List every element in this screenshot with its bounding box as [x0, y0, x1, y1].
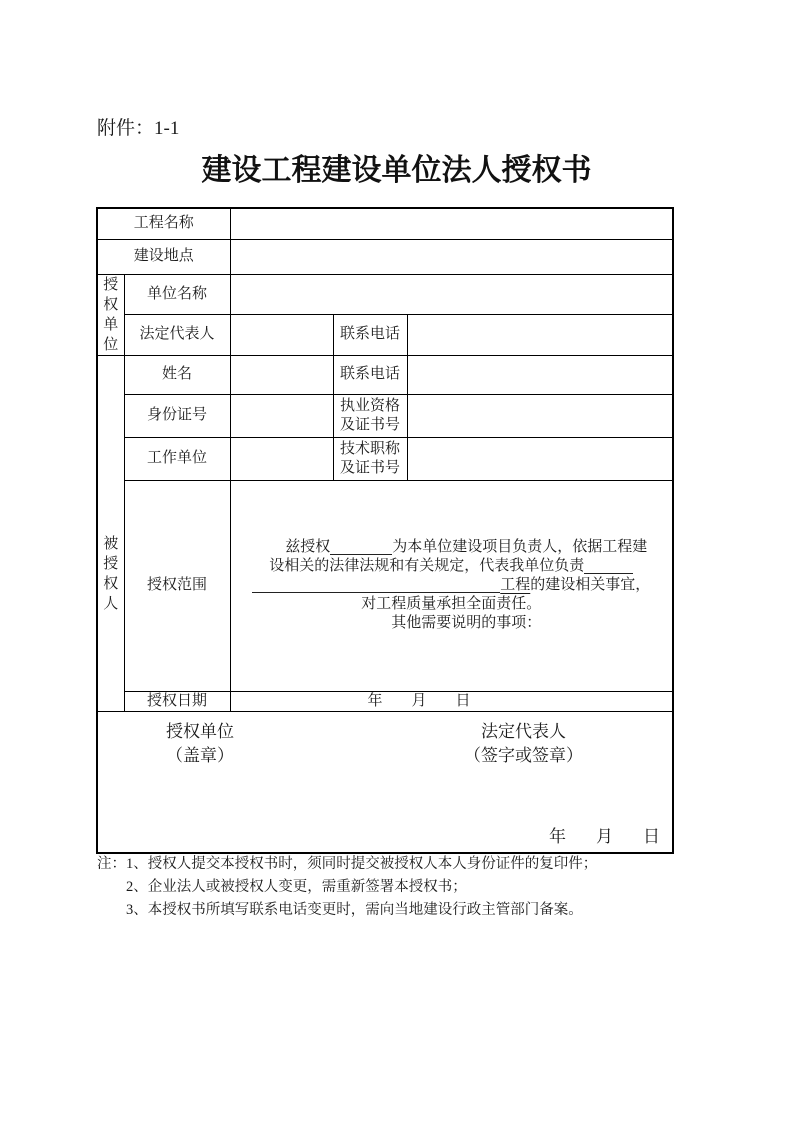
footnote-item: 3、本授权书所填写联系电话变更时，需向当地建设行政主管部门备案。 [126, 902, 583, 918]
id-number-label: 身份证号 [124, 394, 230, 437]
scope-line-1 [232, 538, 672, 557]
legal-rep-value[interactable] [230, 315, 333, 356]
project-name-label: 工程名称 [97, 208, 230, 239]
month-label: 月 [596, 827, 614, 846]
footnote-prefix: 注： [97, 856, 126, 872]
footnote-item: 1、授权人提交本授权书时，须同时提交被授权人本人身份证件的复印件； [126, 856, 598, 872]
scope-label: 授权范围 [124, 480, 230, 691]
scope-text: 工程 [500, 577, 531, 593]
authorization-form-table [96, 207, 674, 854]
footnotes [97, 853, 597, 922]
signature-rep-block [464, 720, 583, 768]
date-units [232, 692, 672, 711]
authorization-date-label: 授权日期 [124, 691, 230, 711]
signature-unit-sub: （盖章） [166, 745, 234, 765]
work-unit-label: 工作单位 [124, 437, 230, 480]
day-label: 日 [455, 692, 471, 709]
authorized-person-group-label [97, 355, 124, 711]
scope-text: 为本单位建设项目负责人，依据工程建 [392, 539, 648, 555]
person-name-label: 姓名 [124, 355, 230, 394]
vertical-label: 授权单位 [103, 276, 119, 353]
person-phone-value[interactable] [407, 355, 673, 394]
table-row [97, 480, 673, 691]
year-label: 年 [549, 827, 567, 846]
scope-content[interactable] [230, 480, 673, 691]
legal-rep-label: 法定代表人 [124, 315, 230, 356]
footnote-list [126, 853, 597, 922]
scope-text: 其他需要说明的事项： [391, 615, 542, 631]
scope-line-3 [232, 576, 672, 595]
signature-rep-label: 法定代表人 [481, 721, 567, 741]
table-row [97, 394, 673, 437]
vertical-label: 被授权人 [103, 536, 119, 612]
authorization-date-value[interactable] [230, 691, 673, 711]
project-name-value[interactable] [230, 208, 673, 239]
table-row [97, 691, 673, 711]
unit-phone-label: 联系电话 [333, 315, 407, 356]
table-row [97, 208, 673, 239]
qualification-label: 执业资格及证书号 [333, 394, 407, 437]
unit-name-label: 单位名称 [124, 274, 230, 315]
footnote-item: 2、企业法人或被授权人变更，需重新签署本授权书； [126, 879, 467, 895]
month-label: 月 [411, 692, 427, 709]
signature-rep-sub: （签字或签章） [464, 745, 584, 765]
signature-cell[interactable] [97, 711, 673, 853]
year-label: 年 [367, 692, 383, 709]
page-title: 建设工程建设单位法人授权书 [201, 154, 592, 187]
location-value[interactable] [230, 239, 673, 274]
person-phone-label: 联系电话 [333, 355, 407, 394]
signature-unit-label: 授权单位 [166, 721, 234, 741]
scope-text: 对工程质量承担全面责任。 [361, 596, 542, 612]
attachment-label: 附件：1-1 [97, 118, 180, 139]
authorizing-unit-group-label [97, 274, 124, 355]
fill-in-blank[interactable] [252, 577, 500, 593]
location-label: 建设地点 [97, 239, 230, 274]
id-number-value[interactable] [230, 394, 333, 437]
table-row [97, 355, 673, 394]
table-row [97, 239, 673, 274]
scope-line-2 [232, 557, 672, 576]
tech-title-value[interactable] [407, 437, 673, 480]
scope-text: 设相关的法律法规和有关规定，代表我单位负责 [269, 558, 585, 574]
scope-line-5 [232, 614, 672, 633]
unit-name-value[interactable] [230, 274, 673, 315]
work-unit-value[interactable] [230, 437, 333, 480]
fill-in-blank[interactable] [584, 558, 633, 574]
scope-line-4 [232, 595, 672, 614]
table-row [97, 437, 673, 480]
qualification-value[interactable] [407, 394, 673, 437]
scope-text: 兹授权 [285, 539, 331, 555]
person-name-value[interactable] [230, 355, 333, 394]
scope-text: 的建设相关事宜， [530, 577, 651, 593]
unit-phone-value[interactable] [407, 315, 673, 356]
table-row [97, 315, 673, 356]
signature-unit-block [166, 720, 234, 768]
tech-title-label: 技术职称及证书号 [333, 437, 407, 480]
fill-in-blank[interactable] [330, 539, 392, 555]
table-row [97, 274, 673, 315]
table-row [97, 711, 673, 853]
signature-date-units [549, 827, 660, 846]
day-label: 日 [643, 827, 661, 846]
